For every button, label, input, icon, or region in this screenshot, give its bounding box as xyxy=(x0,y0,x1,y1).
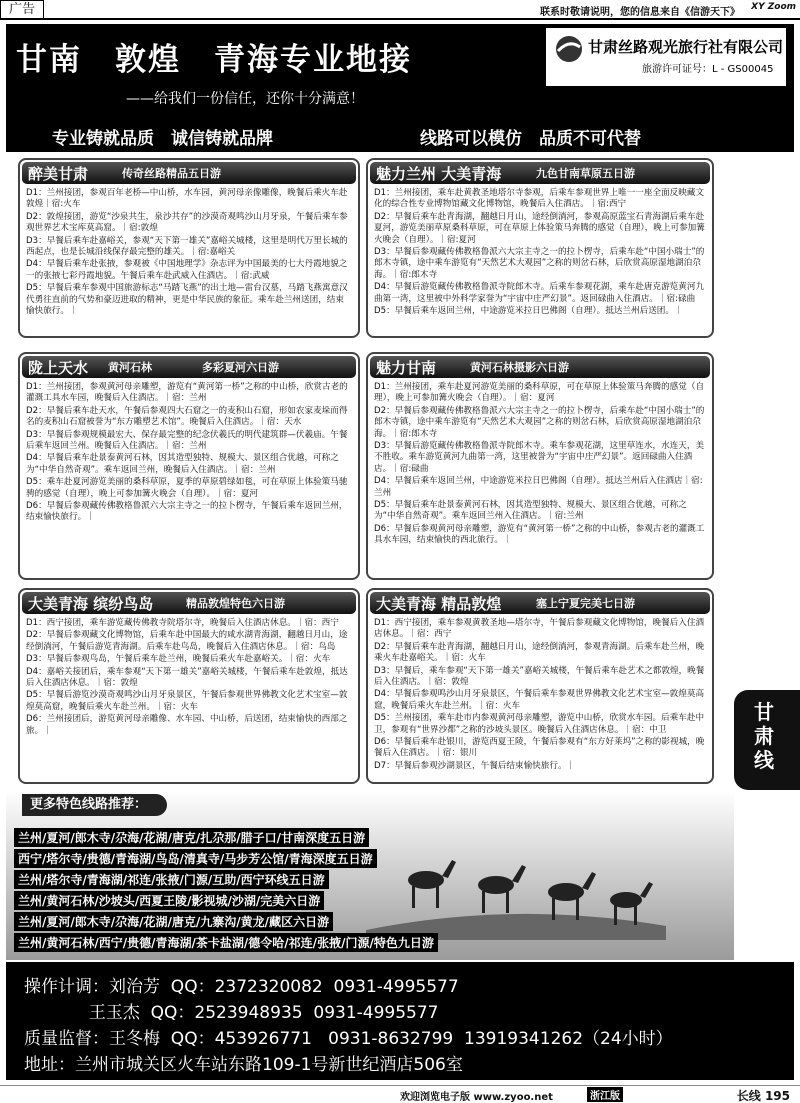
itinerary xyxy=(20,186,358,317)
day-text: D7：早餐后参观沙湖景区，午餐后结束愉快旅行。｜ xyxy=(374,760,576,771)
day-text: D5：早餐后乘车返回兰州，中途游览米拉日巴佛阁（自理）。抵达兰州后送团。｜ xyxy=(374,306,683,317)
itinerary-day xyxy=(26,406,352,429)
day-text: D3：早餐后参观规模最宏大、保存最完整的纪念伏羲氏的明代建筑群—伏羲庙。午餐后乘车返回兰州。晚餐后入住酒店。｜宿：兰州 xyxy=(26,429,348,452)
company-box xyxy=(546,28,786,86)
section-subtitle: 精品敦煌特色六日游 xyxy=(186,597,285,610)
section-6 xyxy=(366,588,714,784)
section-title: 醉美甘肃 xyxy=(28,165,89,183)
footer xyxy=(0,1085,800,1103)
day-text: D3：早餐后参观鸟岛，午餐后乘车赴兰州，晚餐后乘火车赴嘉峪关。｜宿：火车 xyxy=(26,654,331,665)
ad-tag: 广告 xyxy=(0,0,44,19)
company-name: 甘肃丝路观光旅行社有限公司 xyxy=(588,38,784,56)
day-text: D1：西宁接团，乘车游览藏传佛教寺院塔尔寺，晚餐后入住酒店休息。｜宿：西宁 xyxy=(26,618,339,628)
itinerary-day xyxy=(26,283,352,317)
top-notice: 联系时敬请说明，您的信息来自《信游天下》 xyxy=(540,7,740,18)
region-tab xyxy=(734,690,800,790)
magazine-logo: XY Zoom xyxy=(751,2,796,12)
itinerary-day xyxy=(374,306,706,317)
itinerary-day xyxy=(26,382,352,405)
day-text: D4：嘉峪关接团后，乘车参观“天下第一雄关”嘉峪关城楼，午餐后乘车赴敦煌，抵达后入住酒店休息。｜宿：敦煌 xyxy=(26,666,348,689)
itinerary-day xyxy=(374,382,706,405)
itinerary-day xyxy=(26,690,352,713)
itinerary-day xyxy=(374,666,706,689)
day-text: D5：早餐后游览沙漠奇观鸣沙山月牙泉景区，午餐后参观世界佛教文化艺术宝室—敦煌莫高窟，晚餐后乘火车赴兰州。｜宿：火车 xyxy=(26,690,348,712)
itinerary xyxy=(368,380,712,547)
section-header xyxy=(22,592,356,614)
day-text: D4：早餐后乘车赴张掖，参观被《中国地理学》杂志评为中国最美的七大丹霞地貌之一的张掖七彩丹霞地貌。午餐后乘车赴武威入住酒店。｜宿:武威 xyxy=(26,259,348,281)
section-5 xyxy=(18,588,360,784)
itinerary-day xyxy=(26,259,352,282)
itinerary-day xyxy=(26,477,352,500)
itinerary-day xyxy=(374,247,706,281)
day-text: D3：早餐后乘车赴嘉峪关，参观“天下第一雄关”嘉峪关城楼，这里是明代万里长城的西起点，也是长城沿线保存最完整的雄关。｜宿:嘉峪关 xyxy=(26,235,348,258)
itinerary-day xyxy=(26,654,352,665)
section-title: 魅力兰州 大美青海 xyxy=(376,165,502,183)
itinerary-day xyxy=(374,689,706,712)
day-text: D1：兰州接团，乘车赴黄教圣地塔尔寺参观，后乘车参观世界上唯一一座全面反映藏文化的综合性专业博物馆藏文化博物馆，晚餐后入住酒店。｜宿:西宁 xyxy=(374,188,705,210)
day-text: D3：早餐后游览藏传佛教格鲁派寺院郎木寺。乘车参观花湖，这里草连水，水连天，美不胜收。乘车游览黄河九曲第一湾，这里被誉为“宇宙中庄严幻景”。返回碌曲入住酒店。｜宿:碌曲 xyxy=(374,441,705,474)
license-number: 旅游许可证号：L - GS00045 xyxy=(642,64,774,75)
day-text: D4：早餐后参观鸣沙山月牙泉景区，午餐后乘车参观世界佛教文化艺术宝室—敦煌莫高窟，晚餐后乘火车赴兰州。｜宿：火车 xyxy=(374,689,705,711)
day-text: D4：早餐后游览藏传佛教格鲁派寺院郎木寺。后乘车参观花湖，乘车赴唐克游览黄河九曲第一湾，这里被中外科学家誉为“宇宙中庄严幻景”。返回碌曲入住酒店。｜宿:碌曲 xyxy=(374,282,705,304)
itinerary-day xyxy=(26,667,352,690)
itinerary-day xyxy=(374,618,706,641)
section-2 xyxy=(366,158,714,338)
itinerary-day xyxy=(26,236,352,259)
day-text: D5：乘车赴夏河游览美丽的桑科草原，夏季的草原碧绿如毯，可在草原上体验策马驰骋的感觉（自理），晚上可参加篝火晚会（自理）。｜宿：夏河 xyxy=(26,477,348,499)
company-logo-icon xyxy=(552,34,586,64)
section-subtitle-2: 多彩夏河六日游 xyxy=(202,361,279,374)
day-text: D2：早餐后参观藏传佛教格鲁派六大宗主寺之一的拉卜楞寺，后乘车赴“中国小瑞士”的郎木寺镇，途中乘车游览有“天然艺术大观园”之称的则岔石林，后欣赏高原湿地湖泊尕海。｜宿:郎木寺 xyxy=(374,405,705,439)
itinerary xyxy=(368,616,712,772)
route-item: 兰州/黄河石林/沙坡头/西夏王陵/影视城/沙湖/完美六日游 xyxy=(14,891,324,910)
itinerary xyxy=(20,380,358,524)
section-title: 魅力甘南 xyxy=(376,359,437,377)
itinerary-day xyxy=(26,501,352,524)
contact-quality: 质量监督：王冬梅 QQ：453926771 0931-8632799 13919341262（24小时） xyxy=(24,1029,673,1049)
section-1 xyxy=(18,158,360,338)
itinerary-day xyxy=(374,500,706,523)
contact-panel xyxy=(6,962,794,1080)
section-header xyxy=(370,592,710,614)
section-header xyxy=(370,356,710,378)
contact-address: 地址：兰州市城关区火车站东路109-1号新世纪酒店506室 xyxy=(24,1055,463,1075)
itinerary-day xyxy=(374,761,706,772)
day-text: D6：早餐后参观黄河母亲雕塑，游览有“黄河第一桥”之称的中山桥，参观古老的灌溉工具水车园，结束愉快的西北旅行。｜ xyxy=(374,523,705,546)
section-header xyxy=(370,162,710,184)
section-title: 陇上天水 xyxy=(28,359,89,377)
itinerary xyxy=(20,616,358,737)
itinerary-day xyxy=(374,524,706,547)
itinerary-day xyxy=(26,618,352,629)
itinerary-day xyxy=(374,441,706,475)
slogan: ——给我们一份信任，还你十分满意！ xyxy=(126,91,364,107)
section-subtitle: 九色甘南草原五日游 xyxy=(536,167,635,180)
itinerary-day xyxy=(26,188,352,211)
day-text: D6：早餐后参观藏传佛教格鲁派六大宗主寺之一的拉卜楞寺，午餐后乘车返回兰州，结束愉快旅行。｜ xyxy=(26,501,348,523)
section-4 xyxy=(366,352,714,580)
section-subtitle: 传奇丝路精品五日游 xyxy=(122,167,221,180)
day-text: D2：早餐后乘车赴青海湖，翻越日月山，途经倒淌河，参观青海湖。后乘车赴兰州，晚乘火车赴嘉峪关。｜宿：火车 xyxy=(374,641,705,664)
more-routes xyxy=(6,790,734,960)
day-text: D4：早餐后乘车赴景泰黄河石林，因其造型独特、规模大、景区组合优越，可称之为“中华自然奇观”。乘车返回兰州，晚餐后入住酒店。｜宿：兰州 xyxy=(26,453,339,475)
more-routes-heading: 更多特色线路推荐： xyxy=(22,794,167,816)
itinerary-day xyxy=(374,282,706,305)
route-item: 兰州/夏河/郎木寺/尕海/花湖/唐克/九寨沟/黄龙/藏区六日游 xyxy=(14,912,333,931)
day-text: D2：敦煌接团，游览“沙泉共生，泉沙共存”的沙漠奇观鸣沙山月牙泉，午餐后乘车参观世界艺术宝库莫高窟。｜宿:敦煌 xyxy=(26,211,348,234)
day-text: D3：早餐后，乘车参观“天下第一雄关”嘉峪关城楼，午餐后乘车赴艺术之都敦煌，晚餐后入住酒店。｜宿：敦煌 xyxy=(374,665,705,688)
footer-website-link[interactable]: 欢迎浏览电子版 www.zyoo.net xyxy=(400,1092,553,1103)
contact-operator-1: 操作计调：刘治芳 QQ：2372320082 0931-4995577 xyxy=(24,977,459,997)
itinerary-day xyxy=(374,737,706,760)
itinerary xyxy=(368,186,712,317)
itinerary-day xyxy=(26,714,352,737)
day-text: D5：早餐后乘车赴景泰黄河石林，因其造型独特、规模大、景区组合优越，可称之为“中华自然奇观”。乘车返回兰州入住酒店。｜宿:兰州 xyxy=(374,500,687,522)
section-title: 大美青海 缤纷鸟岛 xyxy=(28,595,154,613)
itinerary-day xyxy=(374,212,706,246)
itinerary-day xyxy=(374,713,706,736)
route-item: 西宁/塔尔寺/贵德/青海湖/鸟岛/清真寺/马步芳公馆/青海深度五日游 xyxy=(14,849,377,868)
day-text: D1：兰州接团，参观百年老桥—中山桥，水车园，黄河母亲像雕像，晚餐后乘火车赴敦煌｜宿:火车 xyxy=(26,188,348,210)
day-text: D2：早餐后乘车赴天水，午餐后参观四大石窟之一的麦积山石窟，形如农家麦垛而得名的麦积山石窟被誉为“东方雕塑艺术馆”。晚餐后入住酒店。｜宿：天水 xyxy=(26,405,348,428)
section-subtitle: 黄河石林摄影六日游 xyxy=(470,361,569,374)
day-text: D3：早餐后参观藏传佛教格鲁派六大宗主寺之一的拉卜楞寺，后乘车赴“中国小瑞士”的郎木寺镇，途中乘车游览有“天然艺术大观园”之称的则岔石林，后欣赏高原湿地湖泊尕海。｜宿:郎木寺 xyxy=(374,247,705,280)
region-tab-label: 甘肃线 xyxy=(754,700,774,772)
day-text: D4：早餐后乘车返回兰州，中途游览米拉日巴佛阁（自理）。抵达兰州后入住酒店｜宿:兰州 xyxy=(374,476,703,498)
itinerary-day xyxy=(26,453,352,476)
contact-operator-2: 王玉杰 QQ：2523948935 0931-4995577 xyxy=(24,1003,439,1023)
route-item: 兰州/黄河石林/西宁/贵德/青海湖/茶卡盐湖/德令哈/祁连/张掖/门源/特色九日游 xyxy=(14,933,438,952)
itinerary-day xyxy=(374,188,706,211)
edition-badge: 浙江版 xyxy=(587,1087,623,1102)
banner xyxy=(6,24,794,152)
section-subtitle: 塞上宁夏完美七日游 xyxy=(536,597,635,610)
section-3 xyxy=(18,352,360,580)
itinerary-day xyxy=(26,212,352,235)
itinerary-day xyxy=(374,476,706,499)
camel-caravan-icon xyxy=(366,830,666,940)
day-text: D2：早餐后参观藏文化博物馆，后乘车赴中国最大的咸水湖青海湖，翻越日月山，途经倒淌河，午餐后游览青海湖。后乘车赴鸟岛，晚餐后入住酒店休息。｜宿：鸟岛 xyxy=(26,630,348,652)
day-text: D1：西宁接团，乘车参观黄教圣地—塔尔寺，午餐后参观藏文化博物馆，晚餐后入住酒店休息。｜宿：西宁 xyxy=(374,618,705,640)
itinerary-day xyxy=(26,430,352,453)
itinerary-day xyxy=(374,642,706,665)
day-text: D1：兰州接团，乘车赴夏河游览美丽的桑科草原，可在草原上体验策马奔腾的感觉（自理），晚上可参加篝火晚会（自理）。｜宿：夏河 xyxy=(374,382,705,404)
day-text: D5：兰州接团，乘车赴市内参观黄河母亲雕塑，游览中山桥，欣赏水车园。后乘车赴中卫，参观有“世界沙都”之称的沙坡头景区。晚餐后入住酒店休息。｜宿：中卫 xyxy=(374,713,705,735)
motto-left: 专业铸就品质 诚信铸就品牌 xyxy=(52,129,273,149)
section-header xyxy=(22,162,356,184)
route-item: 兰州/夏河/郎木寺/尕海/花湖/唐克/扎尕那/腊子口/甘南深度五日游 xyxy=(14,828,369,847)
day-text: D1：兰州接团，参观黄河母亲雕塑，游览有“黄河第一桥”之称的中山桥，欣赏古老的灌溉工具水车园，晚餐后入住酒店。｜宿：兰州 xyxy=(26,382,348,404)
section-header xyxy=(22,356,356,378)
motto-right: 线路可以模仿 品质不可代替 xyxy=(420,129,641,149)
section-title: 大美青海 精品敦煌 xyxy=(376,595,502,613)
itinerary-day xyxy=(374,406,706,440)
day-text: D6：早餐后乘车赴银川，游览西夏王陵，午餐后参观有“东方好莱坞”之称的影视城，晚餐后入住酒店。｜宿：银川 xyxy=(374,737,705,759)
day-text: D5：早餐后乘车参观中国旅游标志“马踏飞燕”的出土地—雷台汉墓，马踏飞燕寓意汉代勇往直前的气势和豪迈进取的精神，更是中华民族的象征。乘车赴兰州送团，结束愉快旅行。｜ xyxy=(26,283,348,317)
route-item: 兰州/塔尔寺/青海湖/祁连/张掖/门源/互助/西宁环线五日游 xyxy=(14,870,329,889)
day-text: D2：早餐后乘车赴青海湖，翻越日月山，途经倒淌河，参观高原蓝宝石青海湖后乘车赴夏河，游览美丽草原桑科草原，可在草原上体验策马奔腾的感觉（自理），晚上可参加篝火晚会（自理）。｜宿:夏河 xyxy=(374,211,705,245)
section-subtitle: 黄河石林 xyxy=(108,361,152,374)
headline: 甘南 敦煌 青海专业地接 xyxy=(16,42,412,78)
day-text: D6：兰州接团后，游览黄河母亲雕像、水车园、中山桥，后送团，结束愉快的西部之旅。｜ xyxy=(26,714,348,736)
page-number: 长线 195 xyxy=(736,1089,790,1103)
itinerary-day xyxy=(26,630,352,653)
top-bar xyxy=(0,0,800,20)
